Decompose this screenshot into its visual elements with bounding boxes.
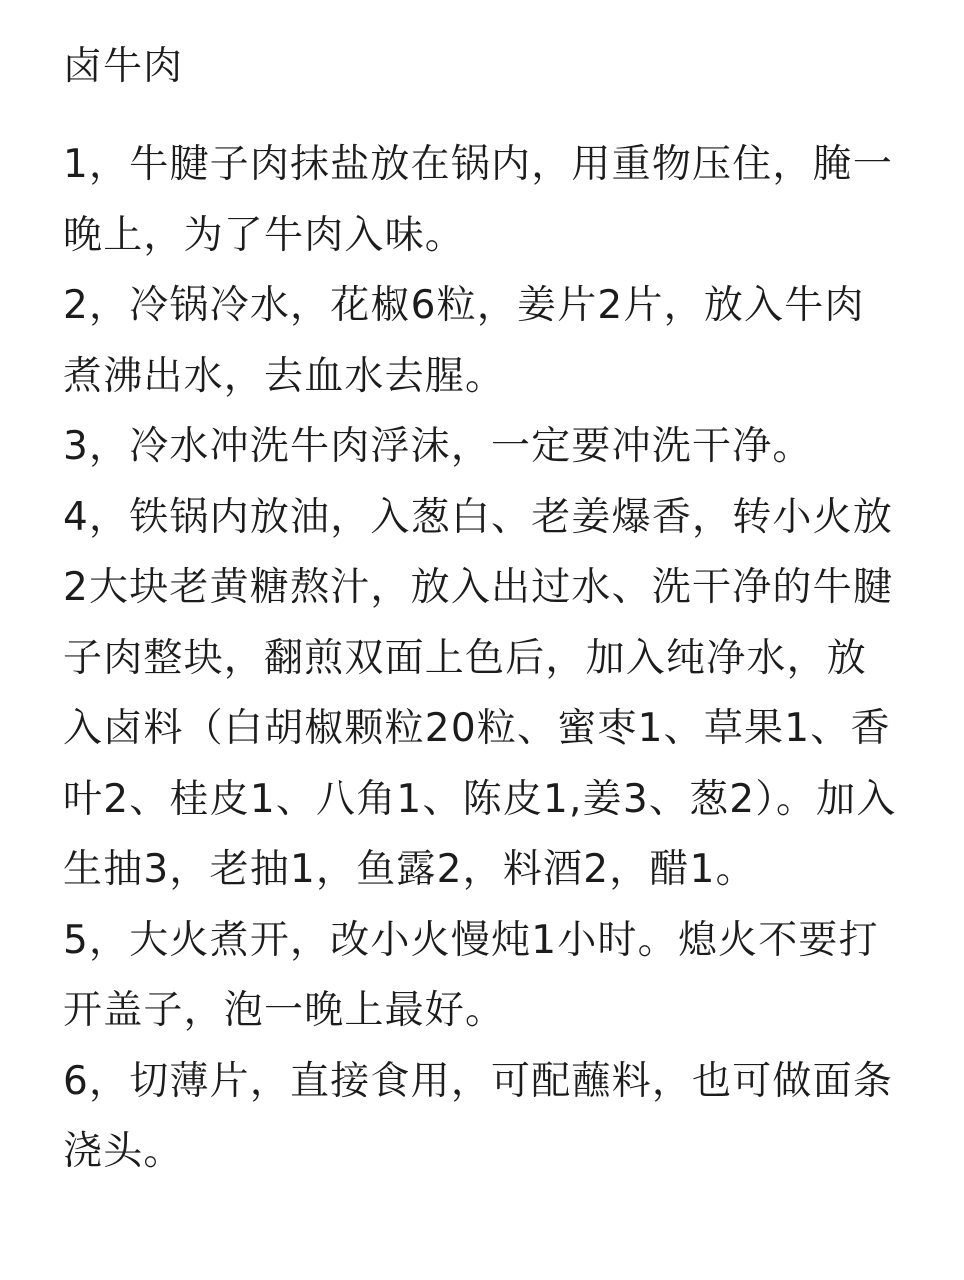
- recipe-steps: [63, 130, 903, 1188]
- recipe-step: 5，大火煮开，改小火慢炖1小时。熄火不要打开盖子，泡一晚上最好。: [63, 917, 879, 1033]
- recipe-title: 卤牛肉: [63, 44, 184, 89]
- recipe-step: 2，冷锅冷水，花椒6粒，姜片2片，放入牛肉煮沸出水，去血水去腥。: [63, 283, 865, 399]
- recipe-note: [63, 34, 903, 1188]
- recipe-step: 6，切薄片，直接食用，可配蘸料，也可做面条浇头。: [63, 1058, 894, 1174]
- recipe-step: 1，牛腱子肉抹盐放在锅内，用重物压住，腌一晚上，为了牛肉入味。: [63, 142, 894, 258]
- recipe-step: 3，冷水冲洗牛肉浮沫，一定要冲洗干净。: [63, 424, 813, 469]
- recipe-step: 4，铁锅内放油，入葱白、老姜爆香，转小火放2大块老黄糖熬汁，放入出过水、洗干净的牛腱子肉整块，翻煎双面上色后，加入纯净水，放入卤料（白胡椒颗粒20粒、蜜枣1、草果1、香叶2、桂皮1、八角1、陈皮1,姜3、葱2）。加入生抽3，老抽1，鱼露2，料酒2，醋1。: [63, 494, 897, 892]
